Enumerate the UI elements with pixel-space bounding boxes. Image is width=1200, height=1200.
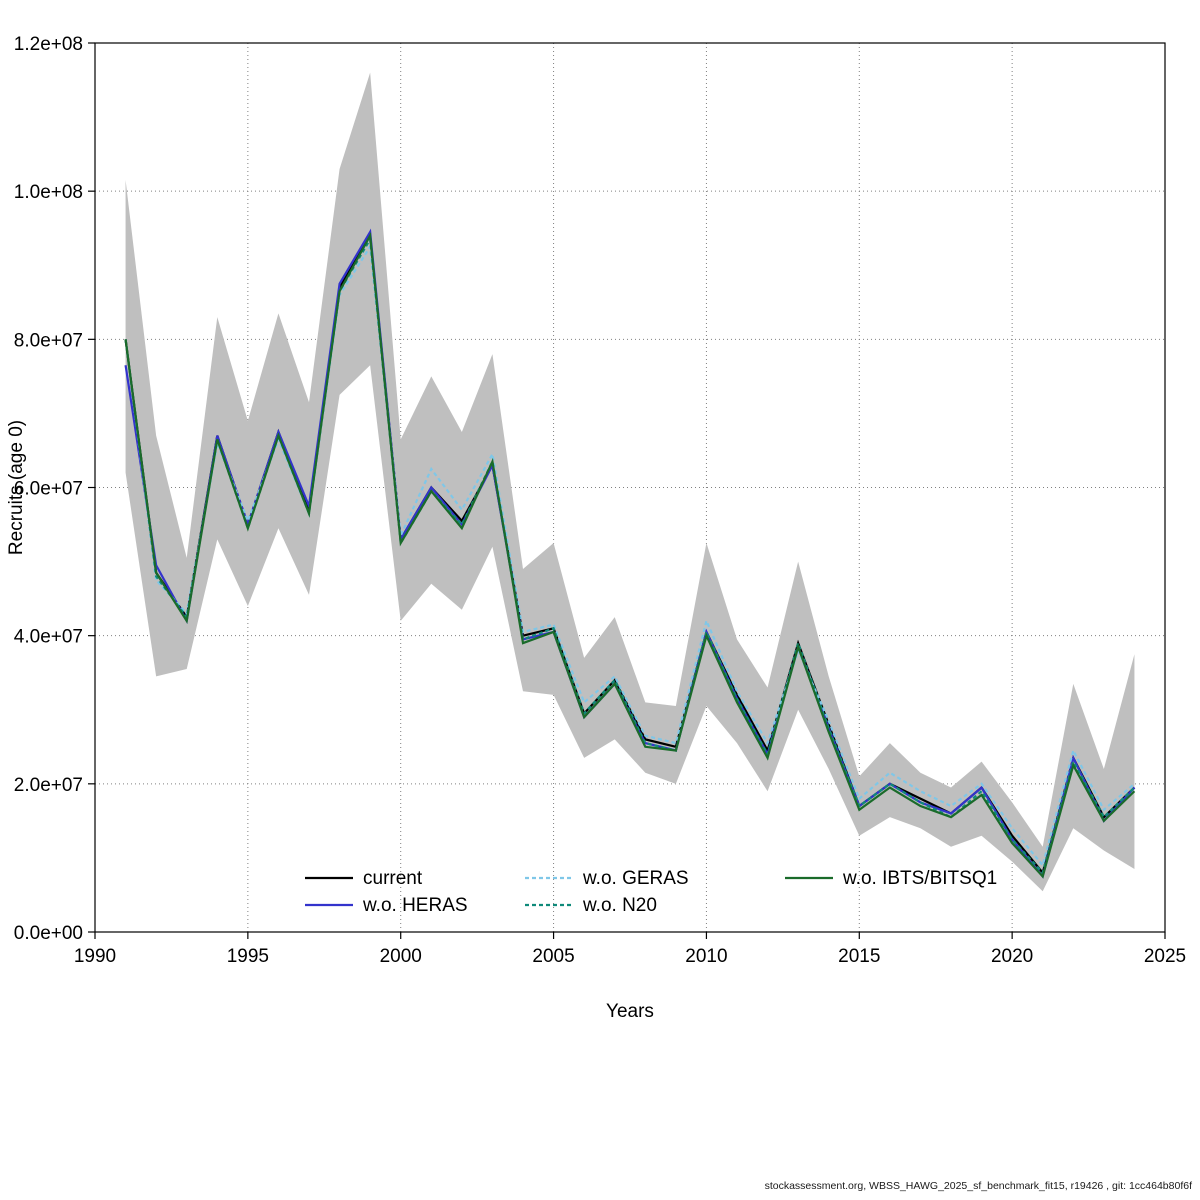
confidence-band	[126, 73, 1135, 892]
legend-label: w.o. GERAS	[583, 868, 689, 889]
y-tick-label: 0.0e+00	[13, 923, 83, 944]
legend-label: w.o. IBTS/BITSQ1	[843, 868, 998, 889]
legend	[305, 868, 997, 916]
legend-label: w.o. HERAS	[363, 895, 468, 916]
x-tick-label: 2025	[1143, 946, 1187, 967]
y-tick-label: 4.0e+07	[13, 626, 83, 648]
y-axis-title: Recruits (age 0)	[6, 419, 27, 556]
y-tick-label: 1.2e+08	[13, 34, 83, 55]
x-tick-label: 2005	[532, 946, 575, 967]
y-tick-label: 1.0e+08	[13, 182, 83, 204]
legend-label: w.o. N20	[583, 895, 657, 916]
y-tick-label: 8.0e+07	[13, 330, 83, 352]
x-tick-label: 2015	[838, 946, 881, 967]
y-tick-label: 6.0e+07	[13, 478, 83, 500]
figure-source-caption: stockassessment.org, WBSS_HAWG_2025_sf_benchmark_fit15, r19426 , git: 1cc464b80f6f	[764, 1180, 1192, 1192]
x-tick-label: 1990	[73, 946, 117, 967]
legend-label: current	[363, 868, 423, 889]
x-tick-label: 2000	[379, 946, 422, 967]
x-tick-label: 2020	[990, 946, 1034, 967]
x-tick-label: 1995	[226, 946, 270, 967]
x-tick-label: 2010	[685, 946, 728, 967]
x-axis-title: Years	[606, 1001, 654, 1022]
y-tick-label: 2.0e+07	[13, 774, 83, 796]
